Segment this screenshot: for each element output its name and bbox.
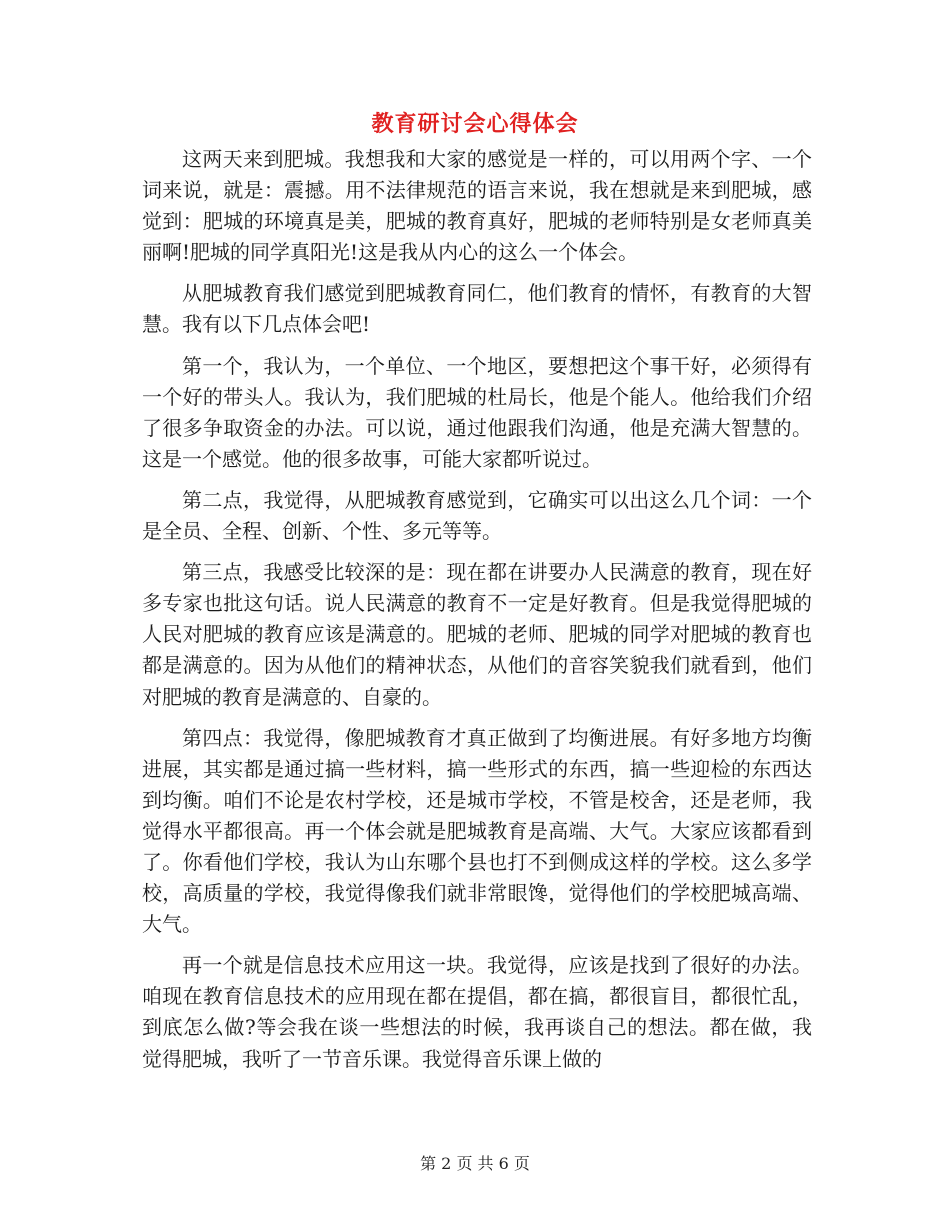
paragraph-2: 从肥城教育我们感觉到肥城教育同仁，他们教育的情怀，有教育的大智慧。我有以下几点体会吧! (142, 281, 812, 337)
paragraph-7: 再一个就是信息技术应用这一块。我觉得，应该是找到了很好的办法。咱现在教育信息技术的应用现在都在提倡，都在搞，都很盲目，都很忙乱，到底怎么做?等会我在谈一些想法的时候，我再谈自己的想法。都在做，我觉得肥城，我听了一节音乐课。我觉得音乐课上做的 (142, 953, 812, 1071)
paragraph-5: 第三点，我感受比较深的是：现在都在讲要办人民满意的教育，现在好多专家也批这句话。说人民满意的教育不一定是好教育。但是我觉得肥城的人民对肥城的教育应该是满意的。肥城的老师、肥城的同学对肥城的教育也都是满意的。因为从他们的精神状态，从他们的音容笑貌我们就看到，他们对肥城的教育是满意的、自豪的。 (142, 560, 812, 709)
document-title: 教育研讨会心得体会 (371, 111, 579, 137)
paragraph-6: 第四点：我觉得，像肥城教育才真正做到了均衡进展。有好多地方均衡进展，其实都是通过搞一些材料，搞一些形式的东西，搞一些迎检的东西达到均衡。咱们不论是农村学校，还是城市学校，不管是校舍，还是老师，我觉得水平都很高。再一个体会就是肥城教育是高端、大气。大家应该都看到了。你看他们学校，我认为山东哪个县也打不到侧成这样的学校。这么多学校，高质量的学校，我觉得像我们就非常眼馋，觉得他们的学校肥城高端、大气。 (142, 725, 812, 937)
paragraph-1: 这两天来到肥城。我想我和大家的感觉是一样的，可以用两个字、一个词来说，就是：震撼。用不法律规范的语言来说，我在想就是来到肥城，感觉到：肥城的环境真是美，肥城的教育真好，肥城的老师特别是女老师真美丽啊!肥城的同学真阳光!这是我从内心的这么一个体会。 (142, 147, 812, 265)
paragraph-3: 第一个，我认为，一个单位、一个地区，要想把这个事干好，必须得有一个好的带头人。我认为，我们肥城的杜局长，他是个能人。他给我们介绍了很多争取资金的办法。可以说，通过他跟我们沟通，他是充满大智慧的。这是一个感觉。他的很多故事，可能大家都听说过。 (142, 353, 812, 471)
document-body (142, 144, 812, 1075)
page-number-footer: 第 2 页 共 6 页 (420, 1154, 530, 1173)
paragraph-4: 第二点，我觉得，从肥城教育感觉到，它确实可以出这么几个词：一个是全员、全程、创新、个性、多元等等。 (142, 487, 812, 544)
